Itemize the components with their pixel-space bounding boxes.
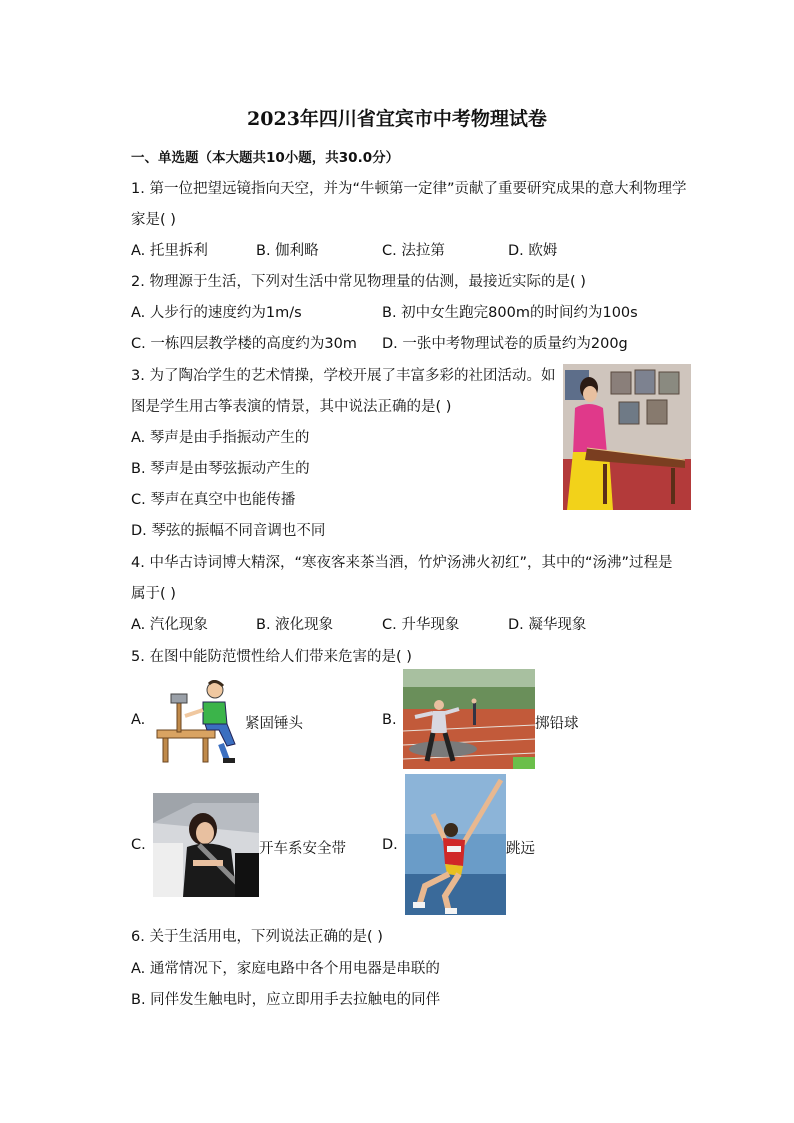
question-5-text: 5. 在图中能防范惯性给人们带来危害的是( ) bbox=[131, 649, 412, 665]
hammer-cartoon-image bbox=[153, 680, 245, 766]
q6-option-b: B. 同伴发生触电时，应立即用手去拉触电的同伴 bbox=[131, 992, 441, 1008]
q1-option-a: A. 托里拆利 bbox=[131, 243, 208, 259]
question-3-text: 3. 为了陶冶学生的艺术情操，学校开展了丰富多彩的社团活动。如 bbox=[131, 368, 556, 384]
page-title: 2023年四川省宜宾市中考物理试卷 bbox=[247, 108, 547, 130]
guzheng-performance-image bbox=[563, 364, 691, 510]
question-4-text-cont: 属于( ) bbox=[131, 586, 176, 602]
q1-option-c: C. 法拉第 bbox=[382, 243, 445, 259]
q5-option-d-letter: D. bbox=[382, 837, 398, 853]
shot-put-image bbox=[403, 669, 535, 769]
q5-option-b-letter: B. bbox=[382, 712, 397, 728]
question-3-text-cont: 图是学生用古筝表演的情景，其中说法正确的是( ) bbox=[131, 399, 452, 415]
q5-option-c-label: 开车系安全带 bbox=[259, 841, 346, 857]
q1-option-d: D. 欧姆 bbox=[508, 243, 558, 259]
question-1-text: 1. 第一位把望远镜指向天空，并为“牛顿第一定律”贡献了重要研究成果的意大利物理学 bbox=[131, 181, 687, 197]
q5-option-d-label: 跳远 bbox=[506, 841, 535, 857]
q3-option-d: D. 琴弦的振幅不同音调也不同 bbox=[131, 523, 326, 539]
question-6-text: 6. 关于生活用电，下列说法正确的是( ) bbox=[131, 929, 383, 945]
q2-option-d: D. 一张中考物理试卷的质量约为200g bbox=[382, 336, 628, 352]
q6-option-a: A. 通常情况下，家庭电路中各个用电器是串联的 bbox=[131, 961, 440, 977]
q2-option-a: A. 人步行的速度约为1m/s bbox=[131, 305, 302, 321]
q4-option-a: A. 汽化现象 bbox=[131, 617, 208, 633]
section-heading: 一、单选题（本大题共10小题，共30.0分） bbox=[131, 150, 400, 166]
q4-option-d: D. 凝华现象 bbox=[508, 617, 587, 633]
question-4-text: 4. 中华古诗词博大精深，“寒夜客来茶当酒，竹炉汤沸火初红”，其中的“汤沸”过程是 bbox=[131, 555, 673, 571]
q5-option-b-label: 掷铅球 bbox=[535, 716, 579, 732]
q3-option-a: A. 琴声是由手指振动产生的 bbox=[131, 430, 310, 446]
q4-option-c: C. 升华现象 bbox=[382, 617, 460, 633]
question-2-text: 2. 物理源于生活，下列对生活中常见物理量的估测，最接近实际的是( ) bbox=[131, 274, 586, 290]
q2-option-b: B. 初中女生跑完800m的时间约为100s bbox=[382, 305, 638, 321]
question-1-text-cont: 家是( ) bbox=[131, 212, 176, 228]
q3-option-c: C. 琴声在真空中也能传播 bbox=[131, 492, 296, 508]
q5-option-a-label: 紧固锤头 bbox=[245, 716, 303, 732]
long-jump-image bbox=[405, 774, 506, 915]
q1-option-b: B. 伽利略 bbox=[256, 243, 319, 259]
q2-option-c: C. 一栋四层教学楼的高度约为30m bbox=[131, 336, 357, 352]
q5-option-c-letter: C. bbox=[131, 837, 146, 853]
q5-option-a-letter: A. bbox=[131, 712, 146, 728]
seatbelt-image bbox=[153, 793, 259, 897]
q4-option-b: B. 液化现象 bbox=[256, 617, 334, 633]
q3-option-b: B. 琴声是由琴弦振动产生的 bbox=[131, 461, 310, 477]
